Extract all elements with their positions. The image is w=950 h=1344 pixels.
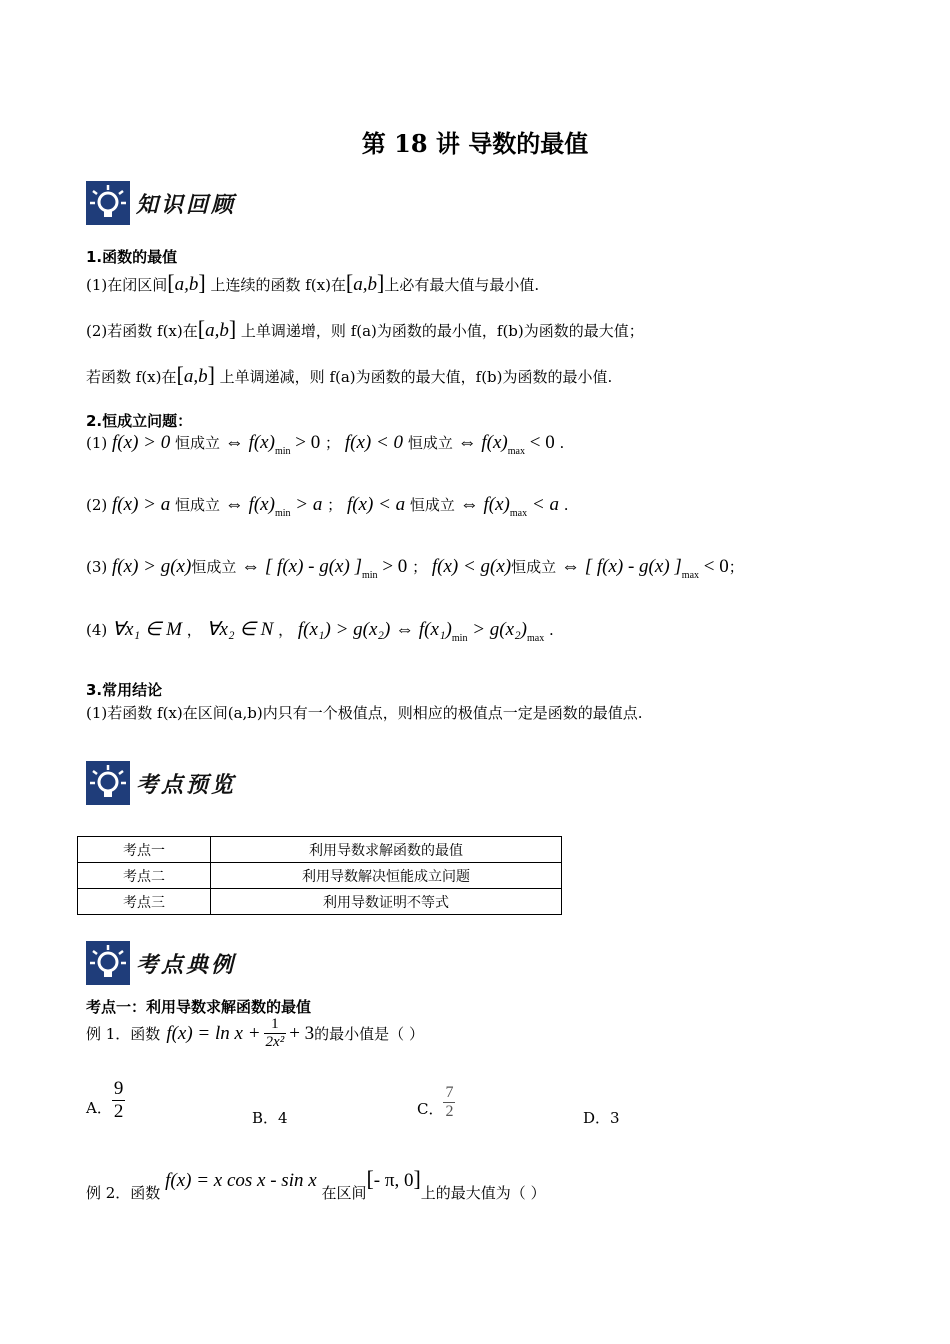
section-heading: 1.函数的最值 (86, 248, 178, 266)
section-title: 知识回顾 (136, 192, 237, 218)
math-expr: f(x₁) (418, 619, 452, 640)
text-segment: 恒成立 (511, 558, 557, 576)
table-cell-key: 考点二 (78, 863, 211, 889)
punctuation: ； (728, 558, 744, 576)
math-expr: f(x) < a (346, 494, 406, 515)
math-expr: f(x) (481, 432, 508, 453)
text-segment: 上连续的函数 f(x)在 (210, 276, 346, 294)
fraction (264, 1016, 287, 1051)
page-title: 第 18 讲 导数的最值 (361, 129, 589, 158)
subscript: max (507, 446, 525, 457)
math-expr: f(x) = x cos x - sin x (165, 1170, 317, 1191)
text-line: (2)若函数 f(x)在[a,b] 上单调递增，则 f(a)为函数的最小值，f(b)为函数的最大值； (86, 316, 644, 341)
math-expr: f(x) < g(x) (431, 556, 512, 577)
table-cell-key: 考点三 (78, 889, 211, 915)
condition-row-3 (86, 556, 744, 581)
text-segment: 的最小值是（ ） (314, 1025, 424, 1043)
math-expr: f(x) > 0 (112, 432, 171, 453)
topic-heading: 考点一：利用导数求解函数的最值 (86, 998, 312, 1016)
table-row (78, 837, 562, 863)
math-expr: + 3 (289, 1022, 315, 1044)
iff-symbol: ⇔ (560, 556, 580, 577)
lightbulb-icon (86, 761, 130, 805)
numerator: 1 (264, 1016, 287, 1034)
table-cell-value: 利用导数求解函数的最值 (211, 837, 562, 863)
iff-symbol: ⇔ (457, 432, 477, 453)
math-expr: [ f(x) - g(x) ] (264, 556, 362, 577)
text-segment: 若函数 f(x)在 (86, 368, 177, 386)
table-cell-value: 利用导数解决恒能成立问题 (211, 863, 562, 889)
fraction (112, 1078, 126, 1123)
subscript: min (274, 508, 291, 519)
section-banner-review (86, 178, 236, 228)
subscript: max (509, 508, 528, 519)
iff-symbol: ⇔ (459, 494, 479, 515)
math-interval: a,b (205, 320, 229, 341)
denominator: 2 (113, 1101, 124, 1122)
section-title: 考点预览 (136, 772, 237, 798)
text-segment: 恒成立 (409, 496, 455, 514)
math-expr: < 0 (529, 432, 555, 453)
iff-symbol: ⇔ (241, 556, 261, 577)
text-segment: 上单调递增，则 f(a)为函数的最小值，f(b)为函数的最大值； (240, 322, 644, 340)
row-number: (1) (86, 434, 108, 452)
table-row (78, 889, 562, 915)
math-expr: > 0 (295, 432, 321, 453)
numerator: 9 (113, 1078, 124, 1099)
math-expr: ∀x₂ ∈ N (206, 619, 274, 640)
math-expr: < 0 (703, 556, 729, 577)
math-expr: > g(x₂) (472, 619, 527, 640)
lightbulb-icon (86, 181, 130, 225)
math-expr: ∀x₁ ∈ M (112, 619, 182, 640)
table-cell-key: 考点一 (78, 837, 211, 863)
text-segment: 恒成立 (191, 558, 237, 576)
math-expr: f(x) < 0 (344, 432, 404, 453)
math-interval: a,b (183, 366, 208, 387)
option-d: D．3 (583, 1109, 620, 1127)
section-banner-preview (86, 758, 236, 808)
iff-symbol: ⇔ (224, 432, 244, 453)
subscript: min (451, 633, 468, 644)
text-line: (1)在闭区间[a,b] 上连续的函数 f(x)在[a,b]上必有最大值与最小值. (86, 270, 540, 295)
topics-table (77, 836, 562, 915)
text-segment: 在区间 (321, 1184, 367, 1202)
row-number: (4) (86, 621, 108, 639)
punctuation: ， (278, 621, 294, 639)
row-number: (2) (86, 496, 108, 514)
punctuation: ； (327, 496, 343, 514)
row-number: (3) (86, 558, 108, 576)
section-banner-examples (86, 938, 236, 988)
table-cell-value: 利用导数证明不等式 (211, 889, 562, 915)
text-line: 若函数 f(x)在[a,b] 上单调递减，则 f(a)为函数的最大值，f(b)为函数的最小值. (86, 362, 613, 387)
punctuation: . (549, 621, 554, 639)
math-expr: f(x) = ln x + (166, 1022, 261, 1044)
denominator: 2 (445, 1103, 454, 1120)
example-1 (86, 1016, 424, 1051)
option-a (86, 1078, 125, 1123)
punctuation: ； (412, 558, 428, 576)
option-c (417, 1084, 455, 1121)
subscript: min (361, 570, 378, 581)
example-2: 例 2．函数 f(x) = x cos x - sin x 在区间[- π, 0]上的最大值为（ ） (86, 1166, 546, 1202)
math-expr: > 0 (382, 556, 408, 577)
text-segment: 恒成立 (175, 434, 221, 452)
iff-symbol: ⇔ (224, 494, 244, 515)
math-expr: f(x) > g(x) (112, 556, 192, 577)
option-label: C． (417, 1100, 444, 1118)
math-interval: a,b (353, 274, 377, 295)
math-expr: f(x) (248, 432, 275, 453)
math-expr: f(x₁) > g(x₂) ⇔ (297, 619, 415, 640)
example-label: 例 1．函数 (86, 1025, 161, 1043)
condition-row-4 (86, 618, 554, 644)
text-segment: (2)若函数 f(x)在 (86, 322, 198, 340)
lightbulb-icon (86, 941, 130, 985)
math-expr: > a (295, 494, 323, 515)
subscript: max (681, 570, 700, 581)
text-segment: 恒成立 (407, 434, 453, 452)
example-label: 例 2．函数 (86, 1184, 161, 1202)
text-segment: 上必有最大值与最小值. (384, 276, 540, 294)
math-expr: [ f(x) - g(x) ] (584, 556, 682, 577)
math-expr: < a (531, 494, 559, 515)
table-row (78, 863, 562, 889)
section-title: 考点典例 (136, 952, 237, 978)
section-heading: 3.常用结论 (86, 681, 163, 699)
text-segment: 恒成立 (175, 496, 221, 514)
punctuation: ， (186, 621, 202, 639)
condition-row-1 (86, 432, 564, 457)
option-b: B．4 (252, 1109, 288, 1127)
math-interval: - π, 0 (373, 1170, 414, 1191)
condition-row-2 (86, 494, 569, 519)
math-expr: f(x) > a (112, 494, 171, 515)
text-line: (1)若函数 f(x)在区间(a,b)内只有一个极值点，则相应的极值点一定是函数的最值点. (86, 704, 643, 722)
numerator: 7 (445, 1084, 454, 1101)
punctuation: ； (325, 434, 341, 452)
punctuation: . (559, 434, 565, 452)
text-segment: (1)在闭区间 (86, 276, 168, 294)
math-expr: f(x) (248, 494, 275, 515)
subscript: max (527, 633, 545, 644)
denominator: 2x² (265, 1034, 285, 1050)
text-segment: 上的最大值为（ ） (420, 1184, 546, 1202)
section-heading: 2.恒成立问题： (86, 412, 193, 430)
subscript: min (274, 446, 291, 457)
math-interval: a,b (174, 274, 199, 295)
punctuation: . (563, 496, 569, 514)
option-label: A． (86, 1099, 112, 1117)
text-segment: 上单调递减，则 f(a)为函数的最大值，f(b)为函数的最小值. (219, 368, 613, 386)
math-expr: f(x) (483, 494, 510, 515)
fraction (443, 1084, 455, 1121)
